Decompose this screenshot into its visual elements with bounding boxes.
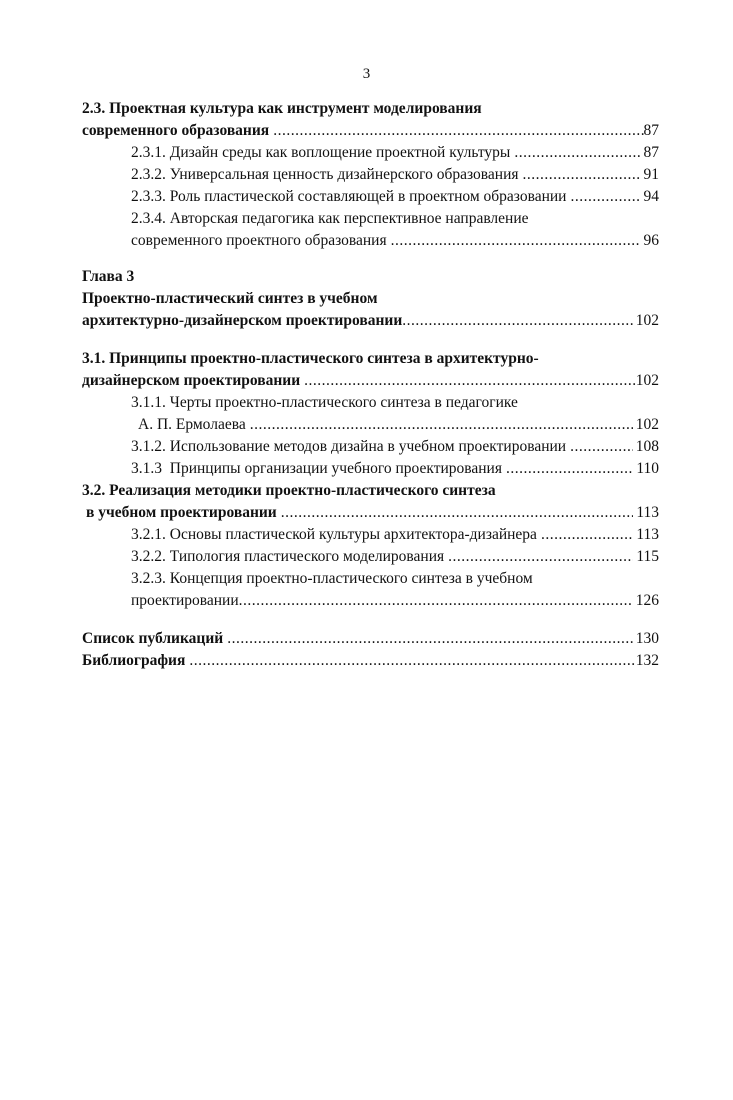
- toc-entry-text: 3.2.3. Концепция проектно-пластического синтеза в учебном: [131, 570, 533, 587]
- toc-entry-text: Список публикаций: [82, 630, 224, 647]
- toc-entry-3-1-1-heading: [131, 392, 659, 414]
- toc-entry-3-2-3-heading: [131, 568, 659, 590]
- toc-entry-page: 130: [635, 630, 659, 647]
- toc-entry-3-2-1: [131, 524, 659, 546]
- toc-entry-page: 94: [643, 188, 659, 205]
- toc-entry-text: 2.3. Проектная культура как инструмент моделирования: [82, 100, 482, 117]
- toc-entry-2-3-3: [131, 186, 659, 208]
- toc-entry-2-3-4-heading: [131, 208, 659, 230]
- dot-leader: [506, 458, 633, 480]
- toc-entry-page: 108: [635, 438, 659, 455]
- toc-entry-2-3-heading: [82, 98, 659, 120]
- toc-entry-page: 113: [636, 526, 659, 543]
- dot-leader: [391, 230, 641, 252]
- toc-entry-page: 126: [635, 592, 659, 609]
- toc-entry-text: в учебном проектировании: [86, 504, 277, 521]
- toc-entry-text: современного образования: [82, 122, 270, 139]
- dot-leader: [448, 546, 633, 568]
- toc-entry-3-1: [82, 370, 659, 392]
- dot-leader: [541, 524, 633, 546]
- dot-leader: [570, 186, 640, 208]
- toc-entry-page: 102: [635, 372, 659, 389]
- toc-entry-text: Библиография: [82, 652, 186, 669]
- toc-entry-3-2-2: [131, 546, 659, 568]
- toc-entry-text: 2.3.4. Авторская педагогика как перспективное направление: [131, 210, 529, 227]
- toc-entry-text: 3.2. Реализация методики проектно-пластического синтеза: [82, 482, 496, 499]
- toc-entry-page: 102: [635, 312, 659, 329]
- toc-entry-3-1-heading: [82, 348, 659, 370]
- toc-entry-2-3: [82, 120, 659, 142]
- dot-leader: [273, 120, 643, 142]
- toc-entry-page: 113: [636, 504, 659, 521]
- toc-chapter-3: [82, 310, 659, 332]
- toc-entry-3-1-2: [131, 436, 659, 458]
- dot-leader: [402, 310, 632, 332]
- toc-entry-text: А. П. Ермолаева: [138, 416, 246, 433]
- toc-chapter-3-label: [82, 266, 659, 288]
- toc-entry-3-2-3: [131, 590, 659, 612]
- toc-entry-text: 2.3.3. Роль пластической составляющей в проектном образовании: [131, 188, 567, 205]
- toc-entry-text: 3.2.1. Основы пластической культуры архитектора-дизайнера: [131, 526, 537, 543]
- toc-entry-text: 3.1. Принципы проектно-пластического синтеза в архитектурно-: [82, 350, 539, 367]
- toc-entry-text: Глава 3: [82, 268, 135, 285]
- toc-publications: [82, 628, 659, 650]
- dot-leader: [189, 650, 635, 672]
- toc-entry-text: проектировании: [131, 592, 239, 609]
- toc-entry-text: Проектно-пластический синтез в учебном: [82, 290, 378, 307]
- dot-leader: [250, 414, 633, 436]
- toc-entry-3-1-1: [138, 414, 659, 436]
- toc-entry-page: 87: [643, 122, 659, 139]
- toc-entry-3-1-3: [131, 458, 659, 480]
- dot-leader: [281, 502, 634, 524]
- dot-leader: [570, 436, 633, 458]
- toc-entry-3-2: [86, 502, 659, 524]
- toc-entry-2-3-4: [131, 230, 659, 252]
- toc-entry-3-2-heading: [82, 480, 659, 502]
- toc-entry-page: 110: [636, 460, 659, 477]
- dot-leader: [304, 370, 636, 392]
- toc-entry-page: 87: [643, 144, 659, 161]
- toc-entry-text: 3.2.2. Типология пластического моделирования: [131, 548, 445, 565]
- toc-entry-text: архитектурно-дизайнерском проектировании: [82, 312, 403, 329]
- toc-entry-2-3-2: [131, 164, 659, 186]
- toc-entry-text: 2.3.2. Универсальная ценность дизайнерского образования: [131, 166, 519, 183]
- toc-entry-text: 2.3.1. Дизайн среды как воплощение проектной культуры: [131, 144, 511, 161]
- toc-entry-page: 132: [635, 652, 659, 669]
- toc-entry-text: современного проектного образования: [131, 232, 387, 249]
- toc-entry-page: 115: [636, 548, 659, 565]
- toc-entry-2-3-1: [131, 142, 659, 164]
- toc-entry-text: 3.1.2. Использование методов дизайна в учебном проектировании: [131, 438, 567, 455]
- toc-entry-text: дизайнерском проектировании: [82, 372, 301, 389]
- page-number: 3: [362, 66, 371, 82]
- toc-chapter-3-title-line-1: [82, 288, 659, 310]
- dot-leader: [523, 164, 641, 186]
- toc-entry-page: 102: [635, 416, 659, 433]
- toc-entry-text: 3.1.3 Принципы организации учебного проектирования: [131, 460, 502, 477]
- dot-leader: [227, 628, 633, 650]
- toc-entry-text: 3.1.1. Черты проектно-пластического синтеза в педагогике: [131, 394, 518, 411]
- toc-entry-page: 96: [643, 232, 659, 249]
- dot-leader: [514, 142, 640, 164]
- dot-leader: [239, 590, 633, 612]
- toc-bibliography: [82, 650, 659, 672]
- toc-entry-page: 91: [643, 166, 659, 183]
